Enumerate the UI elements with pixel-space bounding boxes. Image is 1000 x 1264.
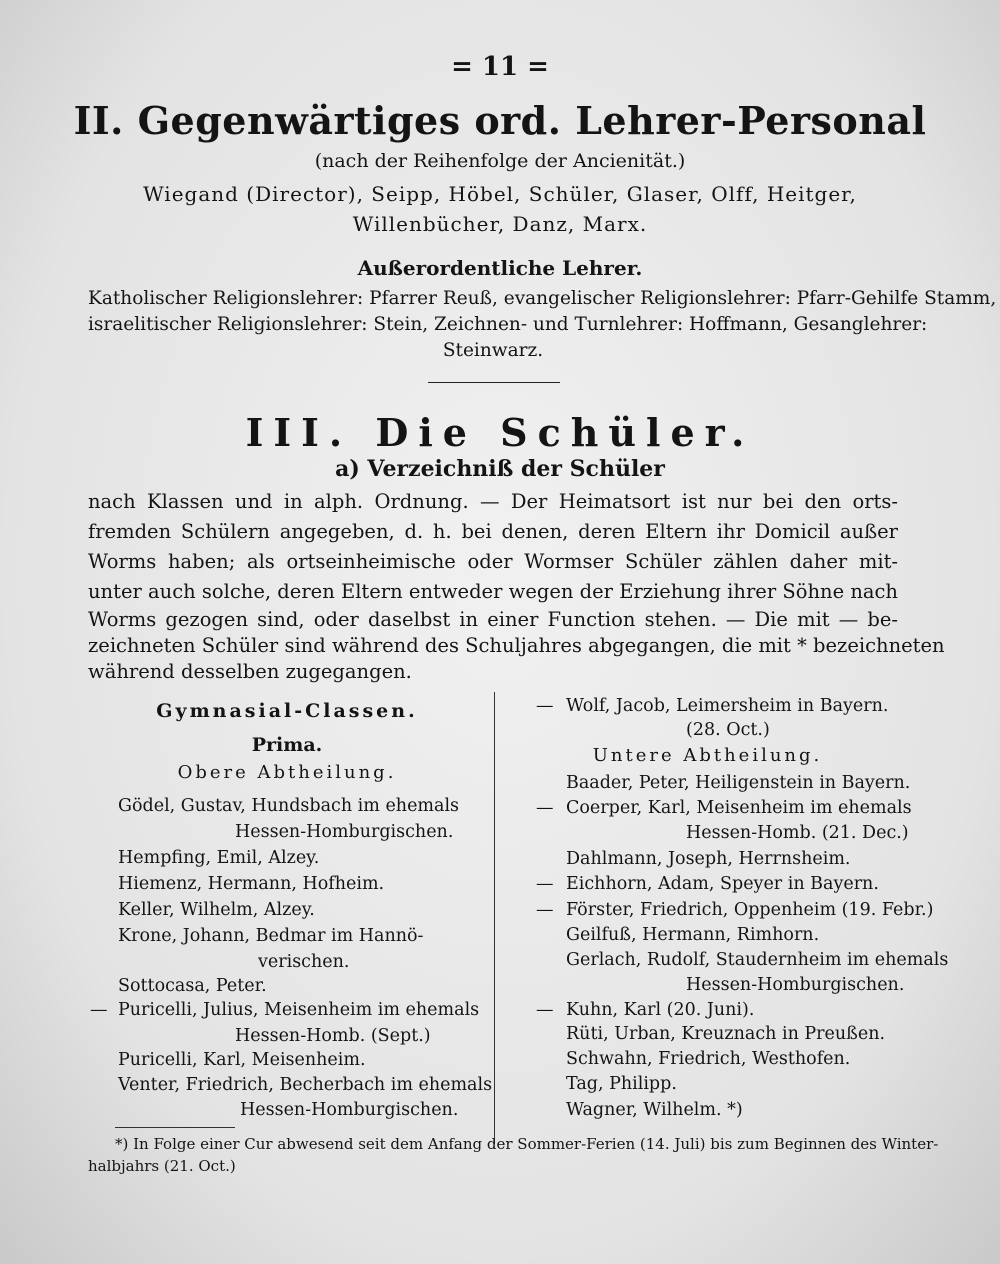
student-entry: Gerlach, Rudolf, Staudernheim im ehemals [566,950,949,970]
student-entry: Wagner, Wilhelm. *) [566,1100,743,1120]
section3-title: III. Die Schüler. [245,410,755,455]
departed-mark: — [536,900,554,920]
extra-teachers-heading: Außerordentliche Lehrer. [357,256,643,280]
division-heading-lower: Untere Abtheilung. [592,745,823,766]
departed-mark: — [536,874,554,894]
section-divider [428,382,560,383]
student-entry: Puricelli, Karl, Meisenheim. [118,1050,366,1070]
section2-subtitle: (nach der Reihenfolge der Ancienität.) [314,150,686,172]
departed-mark: — [536,1000,554,1020]
student-entry-continuation: Hessen-Homburgischen. [235,822,454,842]
student-entry: Krone, Johann, Bedmar im Hannö- [118,926,424,946]
student-entry: Geilfuß, Hermann, Rimhorn. [566,925,820,945]
paragraph-line: unter auch solche, deren Eltern entweder wegen der Erziehung ihrer Söhne nach [88,580,898,603]
student-entry-continuation: (28. Oct.) [686,720,770,740]
teacher-names-line2: Willenbücher, Danz, Marx. [352,212,648,236]
religion-line-3: Steinwarz. [442,340,544,361]
student-entry: Sottocasa, Peter. [118,976,267,996]
student-entry: Baader, Peter, Heiligenstein in Bayern. [566,773,911,793]
student-entry: Venter, Friedrich, Becherbach im ehemals [118,1075,493,1095]
paragraph-line: nach Klassen und in alph. Ordnung. — Der Heimatsort ist nur bei den orts- [88,490,898,513]
class-heading-prima: Prima. [251,734,323,756]
student-entry: Kuhn, Karl (20. Juni). [566,1000,755,1020]
student-entry-continuation: Hessen-Homburgischen. [240,1100,459,1120]
student-entry-continuation: Hessen-Homburgischen. [686,975,905,995]
student-entry: Schwahn, Friedrich, Westhofen. [566,1049,851,1069]
column-divider [494,692,495,1144]
footnote-line1: *) In Folge einer Cur abwesend seit dem Anfang der Sommer-Ferien (14. Juli) bis zum Beginnen des Winter- [115,1135,939,1153]
student-entry: Eichhorn, Adam, Speyer in Bayern. [566,874,879,894]
paragraph-line: während desselben zugegangen. [88,660,412,683]
student-entry: Puricelli, Julius, Meisenheim im ehemals [118,1000,480,1020]
religion-line-2: israelitischer Religionslehrer: Stein, Zeichnen- und Turnlehrer: Hoffmann, Gesanglehrer: [88,314,928,335]
student-entry: Gödel, Gustav, Hundsbach im ehemals [118,796,460,816]
student-entry: Tag, Philipp. [566,1074,677,1094]
student-entry: Hiemenz, Hermann, Hofheim. [118,874,385,894]
student-entry: Keller, Wilhelm, Alzey. [118,900,315,920]
student-entry: Förster, Friedrich, Oppenheim (19. Febr.) [566,900,934,920]
gymnasial-classes-heading: Gymnasial-Classen. [156,700,418,722]
footnote-rule [115,1127,235,1128]
religion-line-1: Katholischer Religionslehrer: Pfarrer Reuß, evangelischer Religionslehrer: Pfarr-Gehilfe Stamm, [88,288,997,309]
student-entry-continuation: verischen. [258,952,350,972]
departed-mark: — [536,798,554,818]
departed-mark: — [90,1000,108,1020]
section3-subtitle: a) Verzeichniß der Schüler [335,456,665,482]
departed-mark: — [536,696,554,716]
division-heading-upper: Obere Abtheilung. [177,762,397,783]
student-entry: Wolf, Jacob, Leimersheim in Bayern. [566,696,889,716]
footnote-line2: halbjahrs (21. Oct.) [88,1157,236,1175]
student-entry: Dahlmann, Joseph, Herrnsheim. [566,849,851,869]
student-entry-continuation: Hessen-Homb. (21. Dec.) [686,823,909,843]
page-number: = 11 = [451,52,549,82]
teacher-names-line1: Wiegand (Director), Seipp, Höbel, Schüler, Glaser, Olff, Heitger, [143,182,857,206]
student-entry-continuation: Hessen-Homb. (Sept.) [235,1026,431,1046]
student-entry: Coerper, Karl, Meisenheim im ehemals [566,798,912,818]
student-entry: Hempfing, Emil, Alzey. [118,848,320,868]
paragraph-line: Worms haben; als ortseinheimische oder Wormser Schüler zählen daher mit- [88,550,898,573]
section2-title: II. Gegenwärtiges ord. Lehrer-Personal [73,98,927,143]
paragraph-line: Worms gezogen sind, oder daselbst in einer Function stehen. — Die mit — be- [88,608,898,631]
paragraph-line: fremden Schülern angegeben, d. h. bei denen, deren Eltern ihr Domicil außer [88,520,898,543]
student-entry: Rüti, Urban, Kreuznach in Preußen. [566,1024,886,1044]
paragraph-line: zeichneten Schüler sind während des Schuljahres abgegangen, die mit * bezeichneten [88,634,945,657]
